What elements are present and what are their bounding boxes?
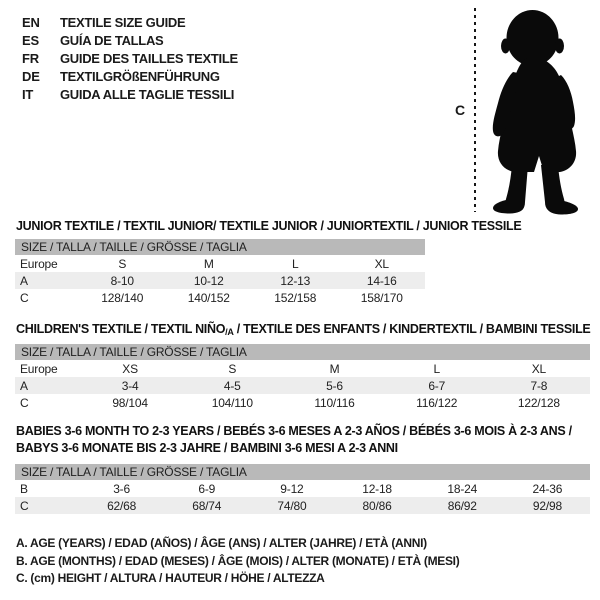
footnote-a: A. AGE (YEARS) / EDAD (AÑOS) / ÂGE (ANS) / ALTER (JAHRE) / ETÀ (ANNI) <box>16 536 427 550</box>
table-cell: XS <box>122 361 138 376</box>
language-code: EN <box>22 14 40 30</box>
table-cell: 7-8 <box>530 378 548 393</box>
row-label: B <box>20 481 28 496</box>
language-row <box>22 49 238 67</box>
language-title: GUÍA DE TALLAS <box>60 32 164 48</box>
table-cell: S <box>228 361 237 376</box>
table-cell: 6-9 <box>198 481 216 496</box>
footnote-c: C. (cm) HEIGHT / ALTURA / HAUTEUR / HÖHE / ALTEZZA <box>16 571 325 585</box>
table-row <box>15 394 590 411</box>
row-label: Europe <box>20 361 58 376</box>
children-title-subscript: /A <box>225 327 234 337</box>
table-cell: M <box>329 361 340 376</box>
table-cell: 110/116 <box>314 395 355 410</box>
table-row <box>15 377 590 394</box>
table-row <box>15 480 590 497</box>
table-row <box>15 255 425 272</box>
table-cell: 98/104 <box>112 395 148 410</box>
table-cell: 92/98 <box>532 498 562 513</box>
junior-table-body <box>15 255 425 306</box>
size-header-bar: SIZE / TALLA / TAILLE / GRÖSSE / TAGLIA <box>15 344 590 360</box>
table-cell: XL <box>531 361 547 376</box>
row-label: Europe <box>20 256 58 271</box>
children-title-text-cont: / TEXTILE DES ENFANTS / KINDERTEXTIL / BAMBINI TESSILE <box>233 322 591 336</box>
table-row <box>15 289 425 306</box>
size-header-bar: SIZE / TALLA / TAILLE / GRÖSSE / TAGLIA <box>15 464 590 480</box>
table-row <box>15 360 590 377</box>
baby-silhouette-icon <box>483 5 596 215</box>
table-row <box>15 497 590 514</box>
table-cell: 152/158 <box>274 290 317 305</box>
table-cell: 104/110 <box>211 395 253 410</box>
height-measure-label: C <box>455 102 466 118</box>
footnote-b: B. AGE (MONTHS) / EDAD (MESES) / ÂGE (MOIS) / ALTER (MONATE) / ETÀ (MESI) <box>16 553 460 568</box>
table-cell: 6-7 <box>428 378 446 393</box>
table-cell: L <box>292 256 299 271</box>
table-cell: M <box>203 256 214 271</box>
babies-table-body <box>15 480 590 514</box>
table-cell: 80/86 <box>362 498 392 513</box>
language-row <box>22 13 238 31</box>
table-cell: 14-16 <box>366 273 397 288</box>
row-label: C <box>20 395 29 410</box>
language-code: FR <box>22 50 39 66</box>
babies-table-title <box>16 423 572 457</box>
table-cell: 4-5 <box>223 378 241 393</box>
language-code: DE <box>22 68 40 84</box>
children-table-body <box>15 360 590 411</box>
babies-title-line1: BABIES 3-6 MONTH TO 2-3 YEARS / BEBÉS 3-6 MESES A 2-3 AÑOS / BÉBÉS 3-6 MOIS À 2-3 ANS / <box>16 424 572 438</box>
language-title: GUIDA ALLE TAGLIE TESSILI <box>60 86 235 102</box>
table-cell: 24-36 <box>532 481 563 496</box>
footnotes <box>16 536 459 589</box>
language-row <box>22 67 238 85</box>
children-title-text: CHILDREN'S TEXTILE / TEXTIL NIÑO <box>16 322 226 336</box>
babies-size-table <box>15 464 590 514</box>
language-row <box>22 31 238 49</box>
table-cell: 12-13 <box>280 273 311 288</box>
table-cell: L <box>433 361 440 376</box>
row-label: A <box>20 273 28 288</box>
table-cell: 3-4 <box>121 378 139 393</box>
table-cell: 128/140 <box>101 290 144 305</box>
table-cell: 5-6 <box>326 378 343 393</box>
row-label: C <box>20 290 29 305</box>
language-title: TEXTILE SIZE GUIDE <box>60 14 186 30</box>
table-cell: 62/68 <box>107 498 137 513</box>
table-cell: 9-12 <box>280 481 304 496</box>
table-cell: 122/128 <box>517 395 560 410</box>
table-cell: 74/80 <box>277 498 307 513</box>
table-cell: 116/122 <box>416 395 458 410</box>
table-row <box>15 272 425 289</box>
table-cell: 3-6 <box>113 481 130 496</box>
table-cell: 140/152 <box>187 290 230 305</box>
language-title: GUIDE DES TAILLES TEXTILE <box>60 50 238 66</box>
children-size-table <box>15 344 590 411</box>
height-measure-dotted-line <box>474 8 476 212</box>
junior-table-title: JUNIOR TEXTILE / TEXTIL JUNIOR/ TEXTILE JUNIOR / JUNIORTEXTIL / JUNIOR TESSILE <box>16 219 522 233</box>
table-cell: 18-24 <box>447 481 478 496</box>
table-cell: 12-18 <box>362 481 392 496</box>
table-cell: S <box>118 256 127 271</box>
table-cell: 8-10 <box>110 273 134 288</box>
table-cell: 68/74 <box>192 498 222 513</box>
table-cell: 86/92 <box>447 498 477 513</box>
language-row <box>22 85 238 103</box>
row-label: C <box>20 498 29 513</box>
language-code: IT <box>22 86 34 102</box>
language-title-block <box>22 13 238 103</box>
size-header-bar: SIZE / TALLA / TAILLE / GRÖSSE / TAGLIA <box>15 239 425 255</box>
language-title: TEXTILGRÖßENFÜHRUNG <box>60 68 220 84</box>
table-cell: 158/170 <box>360 290 403 305</box>
row-label: A <box>20 378 28 393</box>
table-cell: XL <box>374 256 389 271</box>
junior-size-table <box>15 239 425 306</box>
language-code: ES <box>22 32 39 48</box>
children-table-title <box>16 322 590 337</box>
babies-title-line2: BABYS 3-6 MONATE BIS 2-3 JAHRE / BAMBINI 3-6 MESI A 2-3 ANNI <box>16 441 398 455</box>
table-cell: 10-12 <box>193 273 224 288</box>
